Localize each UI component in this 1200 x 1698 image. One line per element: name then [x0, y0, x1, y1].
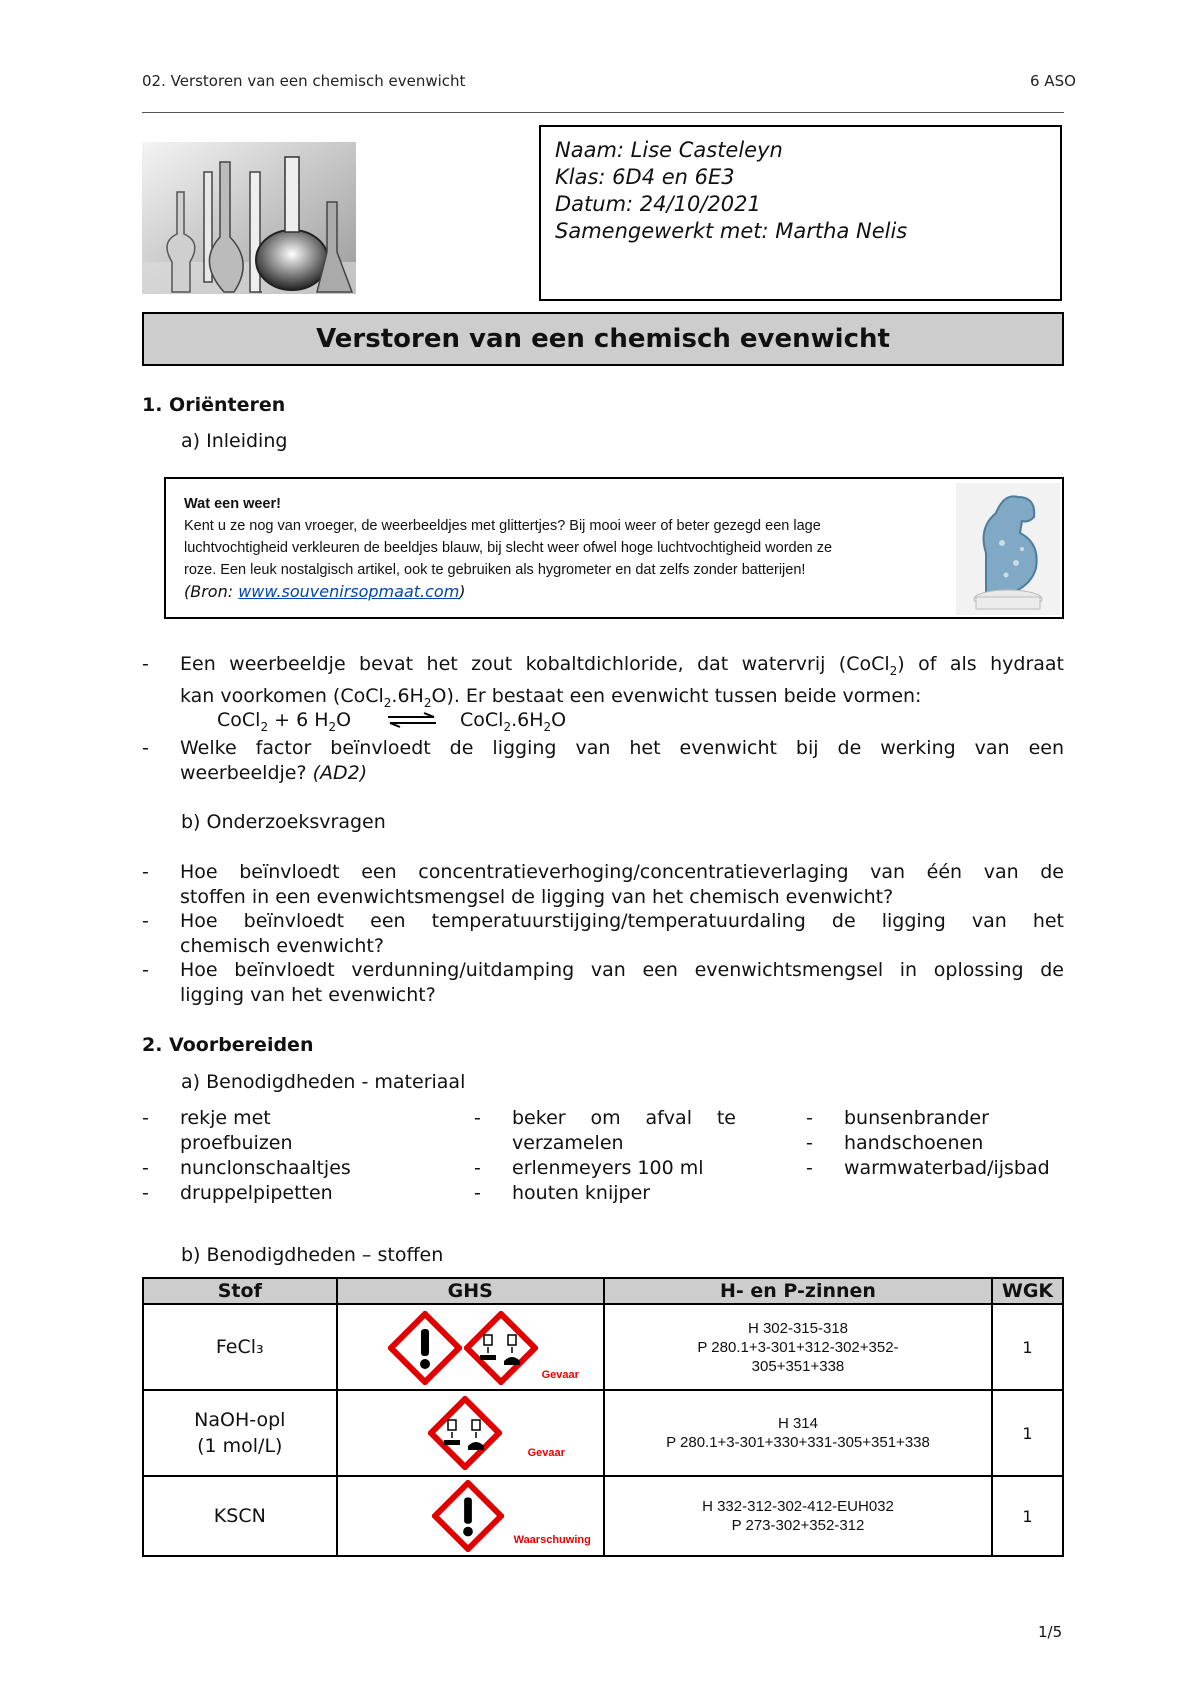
material-item: verzamelen	[512, 1132, 624, 1154]
material-item: nunclonschaaltjes	[180, 1157, 351, 1179]
box-title: Wat een weer!	[184, 496, 281, 512]
research-question-2: - Hoe beïnvloedt een temperatuurstijging/temperatuurdaling de ligging van het chemisch evenwicht?	[142, 910, 1064, 957]
subsection-2a-heading: a) Benodigdheden - materiaal	[181, 1071, 466, 1093]
section-2-heading: 2. Voorbereiden	[142, 1034, 314, 1056]
bullet-factor-question: - Welke factor beïnvloedt de ligging van het evenwicht bij de werking van een weerbeeldje? (AD2)	[142, 737, 1064, 784]
bullet-cocl2-description: - Een weerbeeldje bevat het zout kobaltdichloride, dat watervrij (CoCl$_2$) of als hydraat kan voorkomen $(CoCl_2.6H_2O)$. Er bestaat een evenwicht tussen beide vormen:	[142, 653, 1064, 710]
ghs-corrosive-icon	[464, 1311, 538, 1385]
subsection-1a-heading: a) Inleiding	[181, 430, 288, 452]
weather-figurine-text	[184, 493, 944, 603]
material-item: proefbuizen	[180, 1132, 293, 1154]
wgk-value: 1	[992, 1304, 1063, 1390]
h-p-phrases: H 302-315-318 P 280.1+3-301+312-302+352- 305+351+338	[604, 1304, 992, 1390]
box-source: (Bron: www.souvenirsopmaat.com)	[184, 582, 466, 601]
column-header: GHS	[337, 1278, 604, 1304]
signal-word: Waarschuwing	[513, 1534, 591, 1546]
material-item: houten knijper	[512, 1182, 651, 1204]
report-date: Datum: 24/10/2021	[555, 192, 761, 216]
material-item: warmwaterbad/ijsbad	[844, 1157, 1050, 1179]
table-row	[143, 1476, 1063, 1556]
document-title: Verstoren van een chemisch evenwicht	[142, 312, 1064, 366]
weather-figurine-box	[164, 477, 1064, 619]
box-line-1: Kent u ze nog van vroeger, de weerbeeldjes met glittertjes? Bij mooi weer of beter gezegd een lage	[184, 518, 821, 534]
table-row	[143, 1390, 1063, 1476]
material-item: druppelpipetten	[180, 1182, 333, 1204]
column-header: H- en P-zinnen	[604, 1278, 992, 1304]
column-header: Stof	[143, 1278, 337, 1304]
header-rule	[142, 112, 1064, 113]
signal-word: Gevaar	[527, 1447, 565, 1459]
equilibrium-product: $CoCl_2.6H_2O$	[460, 709, 567, 734]
column-header: WGK	[992, 1278, 1063, 1304]
material-item: erlenmeyers 100 ml	[512, 1157, 704, 1179]
material-column-2: - beker om afval te verzamelen - erlenmeyers 100 ml - houten knijper	[474, 1107, 736, 1204]
glassware-photo	[142, 142, 356, 294]
equilibrium-arrows-icon	[386, 712, 438, 732]
box-line-2: luchtvochtigheid verkleuren de beeldjes blauw, bij slecht weer ofwel hoge luchtvochtigheid worden ze	[184, 540, 833, 556]
running-header-title: 02. Verstoren van een chemisch evenwicht	[142, 72, 466, 90]
collaborator: Samengewerkt met: Martha Nelis	[555, 219, 908, 243]
material-column-1: - rekje met proefbuizen - nunclonschaaltjes - druppelpipetten	[142, 1107, 351, 1204]
ghs-exclamation-icon	[432, 1480, 504, 1552]
substance-name: NaOH-opl (1 mol/L)	[143, 1390, 337, 1476]
material-item: rekje met	[180, 1107, 271, 1129]
substances-table	[142, 1277, 1064, 1557]
ghs-pictograms	[337, 1304, 604, 1390]
wgk-value: 1	[992, 1390, 1063, 1476]
material-item: bunsenbrander	[844, 1107, 989, 1129]
ghs-corrosive-icon	[428, 1396, 502, 1470]
h-p-phrases: H 314 P 280.1+3-301+330+331-305+351+338	[604, 1390, 992, 1476]
student-info-box	[539, 125, 1062, 301]
ghs-pictograms	[337, 1390, 604, 1476]
box-line-3: roze. Een leuk nostalgisch artikel, ook te gebruiken als hygrometer en dat zelfs zonder batterijen!	[184, 562, 806, 578]
subsection-2b-heading: b) Benodigdheden – stoffen	[181, 1244, 444, 1266]
running-header-class: 6 ASO	[1030, 72, 1076, 90]
student-class: Klas: 6D4 en 6E3	[555, 165, 735, 189]
equilibrium-equation: CoCl$_2$ + 6 $H_2O$	[217, 709, 352, 734]
table-row	[143, 1304, 1063, 1390]
research-question-3: - Hoe beïnvloedt verdunning/uitdamping van een evenwichtsmengsel in oplossing de ligging van het evenwicht?	[142, 959, 1064, 1006]
source-link[interactable]: www.souvenirsopmaat.com	[238, 582, 460, 601]
h-p-phrases: H 332-312-302-412-EUH032 P 273-302+352-312	[604, 1476, 992, 1556]
ghs-exclamation-icon	[388, 1311, 462, 1385]
page-number: 1/5	[1038, 1623, 1063, 1641]
section-1-heading: 1. Oriënteren	[142, 394, 286, 416]
ghs-pictograms	[337, 1476, 604, 1556]
research-question-1: - Hoe beïnvloedt een concentratieverhoging/concentratieverlaging van één van de stoffen in een evenwichtsmengsel de ligging van het chemisch evenwicht?	[142, 861, 1064, 908]
student-name: Naam: Lise Casteleyn	[555, 138, 783, 162]
material-item: handschoenen	[844, 1132, 984, 1154]
subsection-1b-heading: b) Onderzoeksvragen	[181, 811, 386, 833]
substance-name: KSCN	[143, 1476, 337, 1556]
material-item: beker om afval te	[512, 1107, 736, 1129]
material-column-3: - bunsenbrander - handschoenen - warmwaterbad/ijsbad	[806, 1107, 1050, 1179]
signal-word: Gevaar	[541, 1369, 579, 1381]
horse-figurine-photo	[956, 483, 1060, 615]
wgk-value: 1	[992, 1476, 1063, 1556]
substance-name: FeCl₃	[143, 1304, 337, 1390]
